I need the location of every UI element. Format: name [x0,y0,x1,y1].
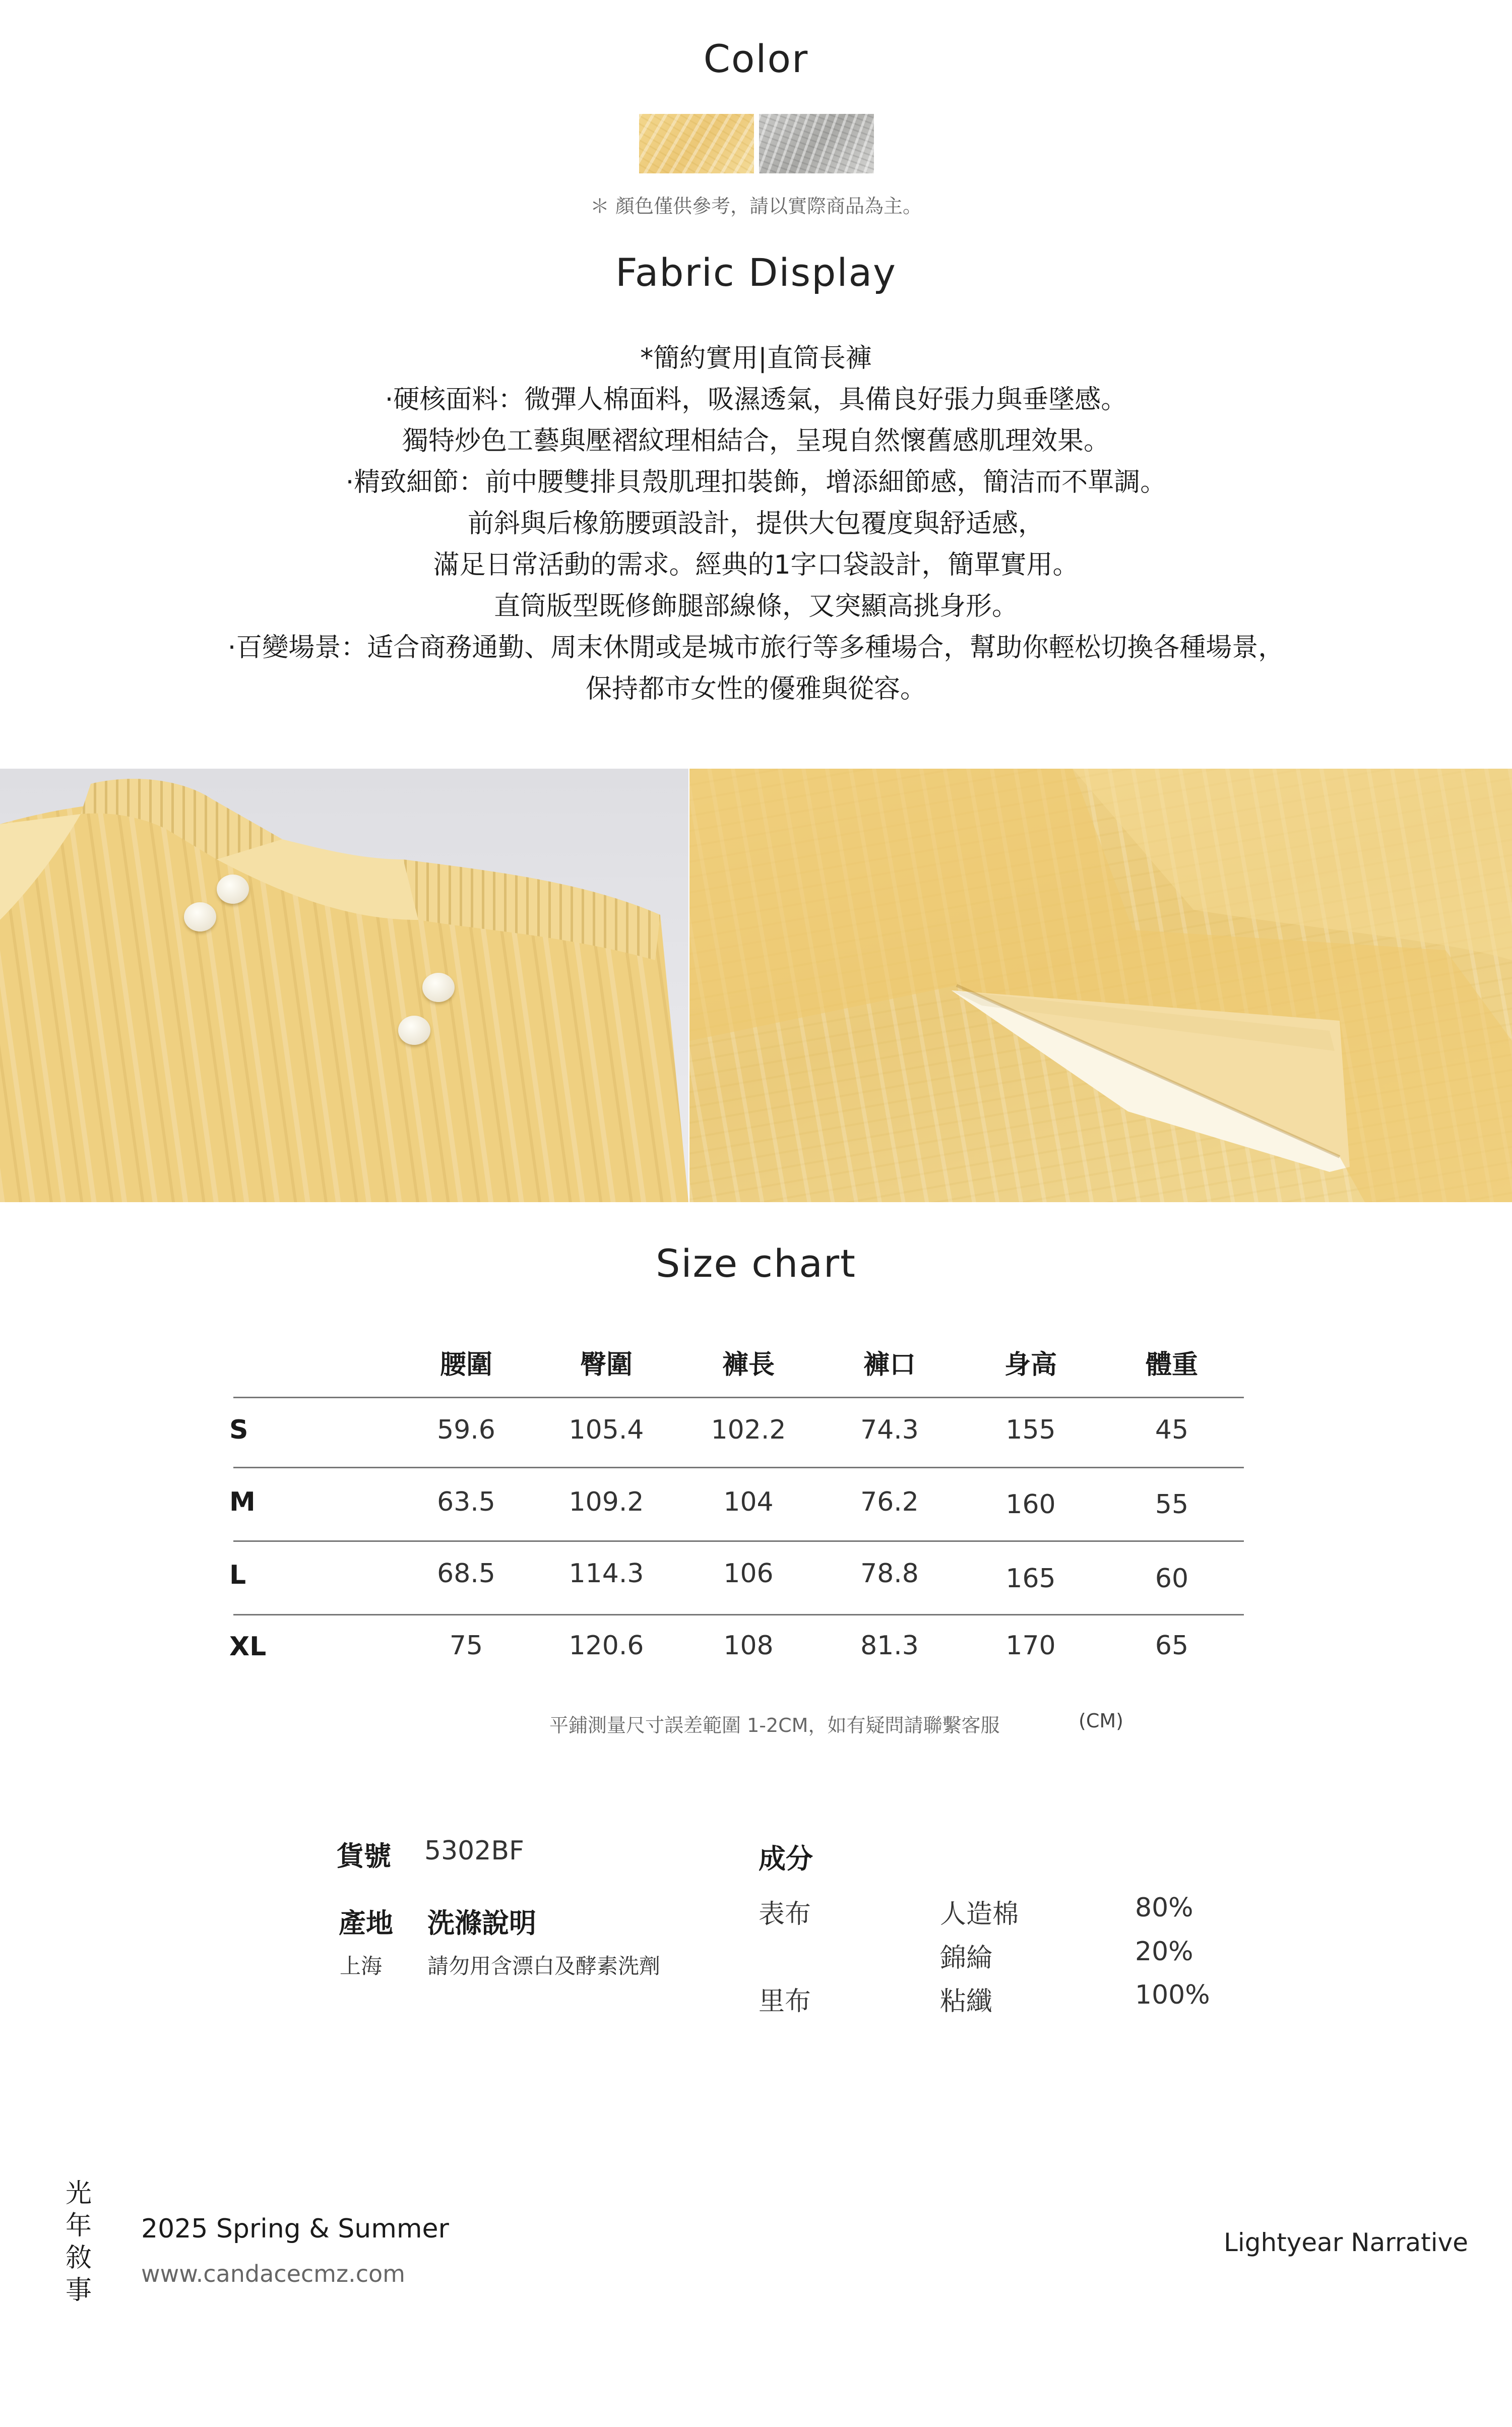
wash-label: 洗滌說明 [427,1907,536,1939]
brand-vertical-logo [64,2177,94,2307]
fabric-line: ·精致細節：前中腰雙排貝殼肌理扣裝飾，增添細節感，簡洁而不單調。 [345,467,1167,497]
size-header-waist: 腰圍 [439,1350,492,1380]
color-swatch-yellow[interactable] [639,114,754,173]
brand-char: 年 [65,2211,92,2241]
website-link[interactable]: www.candacecmz.com [141,2260,405,2287]
fabric-line: 獨特炒色工藝與壓褶紋理相結合，呈現自然懷舊感肌理效果。 [402,426,1110,456]
sku-value: 5302BF [424,1836,524,1866]
size-cell: 104 [723,1487,774,1517]
size-cell: 114.3 [569,1559,644,1589]
shell-button-icon [184,902,216,931]
color-title: Color [703,36,809,81]
size-cell: 160 [1005,1489,1056,1520]
size-header-weight: 體重 [1145,1350,1198,1380]
fabric-description [0,338,1512,710]
size-label: XL [229,1632,267,1662]
lining-illustration [689,769,1512,1202]
table-divider [233,1397,1244,1398]
brand-char: 敘 [65,2243,92,2273]
size-cell: 81.3 [860,1631,919,1661]
size-header-hem: 褲口 [863,1350,916,1380]
shell-button-icon [422,973,455,1002]
material-percent: 20% [1135,1937,1193,1967]
size-cell: 102.2 [711,1415,786,1445]
size-cell: 108 [723,1631,774,1661]
origin-value: 上海 [340,1954,383,1978]
size-cell: 68.5 [437,1559,495,1589]
composition-label: 成分 [759,1843,813,1875]
size-cell: 106 [723,1559,774,1589]
color-swatch-gray[interactable] [759,114,874,173]
size-cell: 76.2 [860,1487,919,1517]
size-label: S [229,1415,248,1445]
size-cell: 60 [1155,1564,1189,1594]
size-cell: 105.4 [569,1415,644,1445]
size-label: L [229,1560,246,1590]
size-chart-title: Size chart [656,1241,856,1286]
size-cell: 120.6 [569,1631,644,1661]
material-percent: 80% [1135,1893,1193,1923]
brand-english-name: Lightyear Narrative [1224,2228,1468,2257]
size-cell: 165 [1005,1564,1056,1594]
fabric-line: *簡約實用|直筒長褲 [640,343,872,374]
season-label: 2025 Spring & Summer [141,2214,449,2244]
material-name: 人造棉 [940,1899,1019,1930]
size-cell: 75 [449,1631,483,1661]
table-divider [233,1540,1244,1542]
size-cell: 55 [1155,1489,1189,1520]
size-header-height: 身高 [1004,1350,1057,1380]
size-header-hip: 臀圍 [580,1350,633,1380]
table-divider [233,1614,1244,1615]
size-cell: 170 [1005,1631,1056,1661]
size-cell: 155 [1005,1415,1056,1445]
table-divider [233,1467,1244,1468]
material-name: 粘纖 [940,1986,993,2017]
fabric-line: ·硬核面料：微彈人棉面料，吸濕透氣，具備良好張力與垂墜感。 [385,385,1127,415]
color-note: ＊ 顏色僅供參考，請以實際商品為主。 [590,195,922,217]
shell-button-icon [398,1016,430,1045]
wash-value: 請勿用含漂白及酵素洗劑 [427,1954,661,1978]
material-percent: 100% [1135,1980,1210,2010]
brand-char: 事 [65,2275,92,2306]
brand-char: 光 [65,2179,92,2209]
size-header-length: 褲長 [722,1350,775,1380]
size-unit: (CM) [1079,1710,1123,1732]
lining-label: 里布 [759,1986,811,2017]
fabric-title: Fabric Display [615,250,897,295]
shell-button-icon [217,875,249,904]
fabric-line: 前斜與后橡筋腰頭設計，提供大包覆度與舒适感， [467,509,1044,539]
sku-label: 貨號 [337,1840,391,1872]
outer-label: 表布 [759,1899,811,1930]
fabric-line: 滿足日常活動的需求。經典的1字口袋設計，簡單實用。 [433,550,1079,580]
fabric-line: ·百變場景：适合商務通勤、周末休閒或是城市旅行等多種場合，幫助你輕松切換各種場景， [227,633,1285,663]
fabric-line: 直筒版型既修飾腿部線條，又突顯高挑身形。 [493,591,1018,621]
fabric-line: 保持都市女性的優雅與從容。 [585,674,926,704]
size-cell: 74.3 [860,1415,919,1445]
size-cell: 78.8 [860,1559,919,1589]
size-note: 平鋪測量尺寸誤差範圍 1-2CM，如有疑問請聯繫客服 [549,1714,1000,1736]
photo-fabric-lining-detail [689,769,1512,1202]
waistband-illustration [0,769,688,1202]
photo-waistband-detail [0,769,688,1202]
size-cell: 109.2 [569,1487,644,1517]
size-cell: 45 [1155,1415,1189,1445]
size-cell: 65 [1155,1631,1189,1661]
size-cell: 63.5 [437,1487,495,1517]
size-label: M [229,1487,256,1517]
size-cell: 59.6 [437,1415,495,1445]
origin-label: 產地 [339,1907,393,1939]
material-name: 錦綸 [940,1943,993,1973]
